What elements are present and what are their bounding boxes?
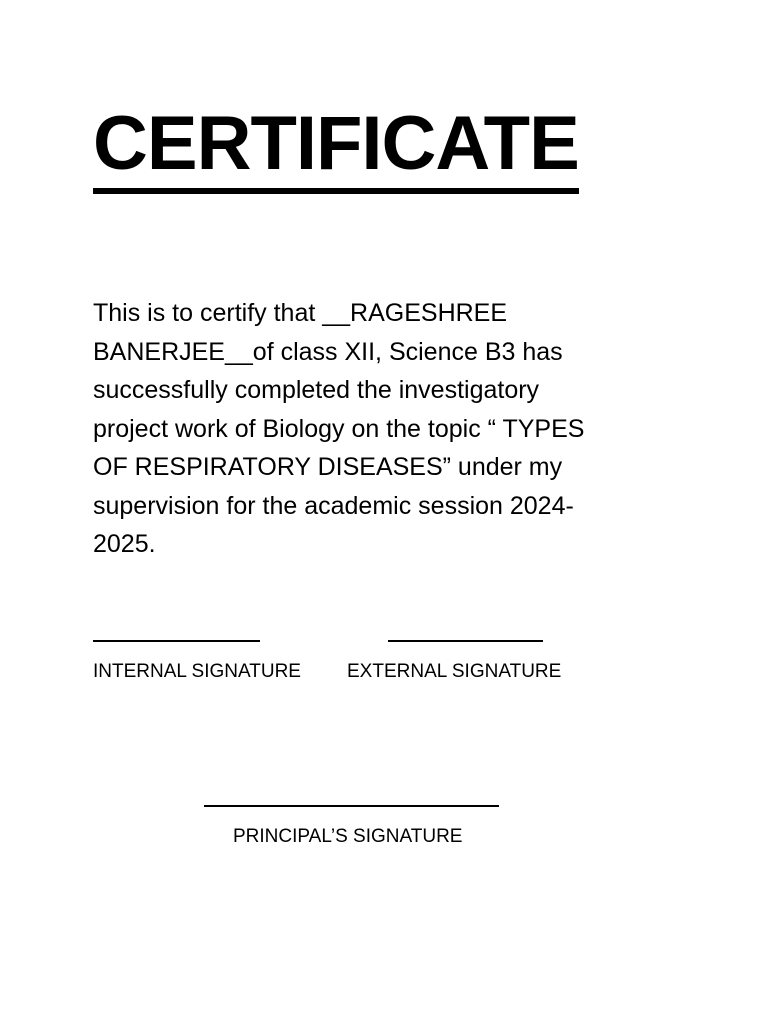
principal-signature-label: PRINCIPAL’S SIGNATURE xyxy=(233,826,463,847)
external-signature-line xyxy=(388,640,543,642)
internal-signature-line xyxy=(93,640,260,642)
principal-signature-line xyxy=(204,805,499,807)
external-signature-label: EXTERNAL SIGNATURE xyxy=(347,661,562,682)
certificate-body-text: This is to certify that __RAGESHREE BANERJEE__of class XII, Science B3 has successfully completed the investigatory project work of Biology on the topic “ TYPES OF RESPIRATORY DISEASES” under my supervision for the academic session 2024- 2025. xyxy=(93,299,585,558)
certificate-title: CERTIFICATE xyxy=(93,100,579,194)
internal-signature-label: INTERNAL SIGNATURE xyxy=(93,661,301,682)
